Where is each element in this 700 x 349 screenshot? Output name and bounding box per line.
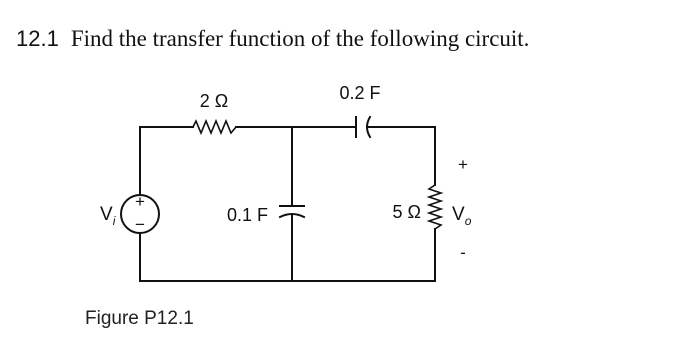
figure-caption: Figure P12.1 bbox=[85, 308, 194, 329]
source-plus-sign: + bbox=[135, 192, 145, 211]
output-voltage-label: $V_o$ bbox=[452, 204, 472, 228]
output-plus-sign: + bbox=[458, 155, 468, 174]
output-minus-sign: - bbox=[460, 243, 466, 262]
problem-number: 12.1 bbox=[16, 26, 59, 51]
input-voltage-label: $V_i$ bbox=[100, 204, 116, 228]
voltage-source bbox=[121, 192, 159, 234]
series-capacitor bbox=[339, 83, 380, 137]
load-resistor-label: 5 Ω bbox=[392, 202, 421, 222]
series-capacitor-label: 0.2 F bbox=[339, 83, 381, 103]
output-voltage bbox=[452, 155, 472, 262]
source-minus-sign: − bbox=[135, 215, 145, 234]
load-resistor bbox=[393, 185, 441, 229]
shunt-capacitor-label: 0.1 F bbox=[226, 205, 268, 225]
circuit-wires bbox=[140, 127, 435, 281]
problem-text: Find the transfer function of the following circuit. bbox=[70, 26, 530, 51]
resistor-5ohm-symbol bbox=[429, 185, 441, 229]
resistor-2ohm-symbol bbox=[193, 121, 236, 133]
series-resistor-label: 2 Ω bbox=[199, 91, 229, 111]
series-resistor bbox=[193, 91, 236, 133]
